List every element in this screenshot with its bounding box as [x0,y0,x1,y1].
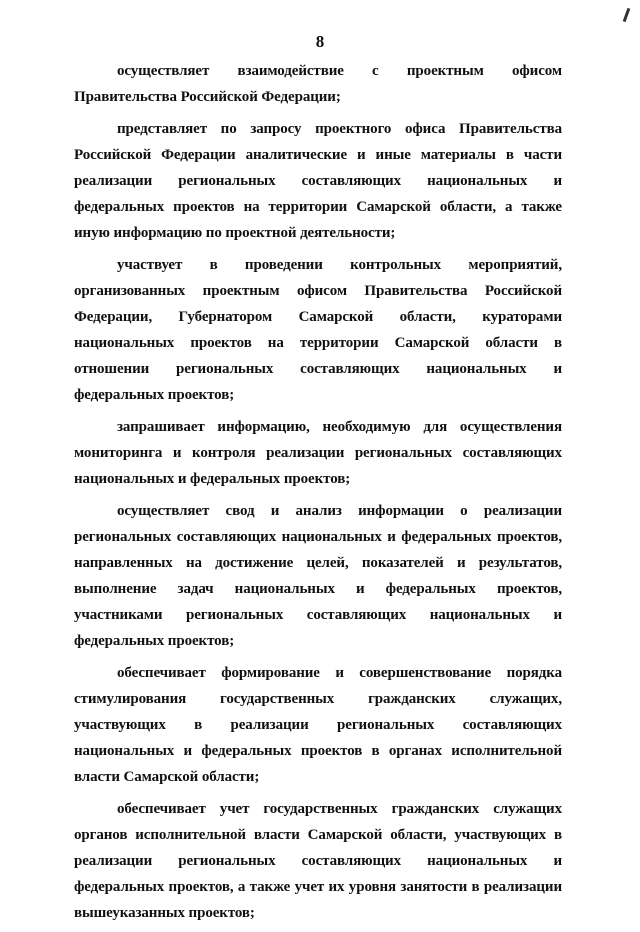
page-number: 8 [315,32,325,51]
document-body [74,58,562,932]
paragraph-interaction: осуществляет взаимодействие с проектным офисом Правительства Российской Федерации; [74,63,562,105]
paragraph-analysis: осуществляет свод и анализ информации о реализации региональных составляющих национальных и федеральных проектов, направленных на достижение целей, показателей и результатов, выполнение задач национальных и федеральных проектов, участниками региональных составляющих национальных и федеральных проектов; [74,503,562,649]
paragraph-incentives: обеспечивает формирование и совершенствование порядка стимулирования государственных гражданских служащих, участвующих в реализации региональных составляющих национальных и федеральных проектов в органах исполнительной власти Самарской области; [74,665,562,785]
paragraph-accounting: обеспечивает учет государственных гражданских служащих органов исполнительной власти Самарской области, участвующих в реализации региональных составляющих национальных и федеральных проектов, а также учет их уровня занятости в реализации вышеуказанных проектов; [74,801,562,921]
paragraph-information-request: запрашивает информацию, необходимую для осуществления мониторинга и контроля реализации региональных составляющих национальных и федеральных проектов; [74,419,562,487]
paragraph-control-events: участвует в проведении контрольных мероприятий, организованных проектным офисом Правительства Российской Федерации, Губернатором Самарской области, кураторами национальных проектов на территории Самарской области в отношении региональных составляющих национальных и федеральных проектов; [74,257,562,403]
scan-mark [623,8,631,22]
paragraph-analytics: представляет по запросу проектного офиса Правительства Российской Федерации аналитические и иные материалы в части реализации региональных составляющих национальных и федеральных проектов на территории Самарской области, а также иную информацию по проектной деятельности; [74,121,562,241]
